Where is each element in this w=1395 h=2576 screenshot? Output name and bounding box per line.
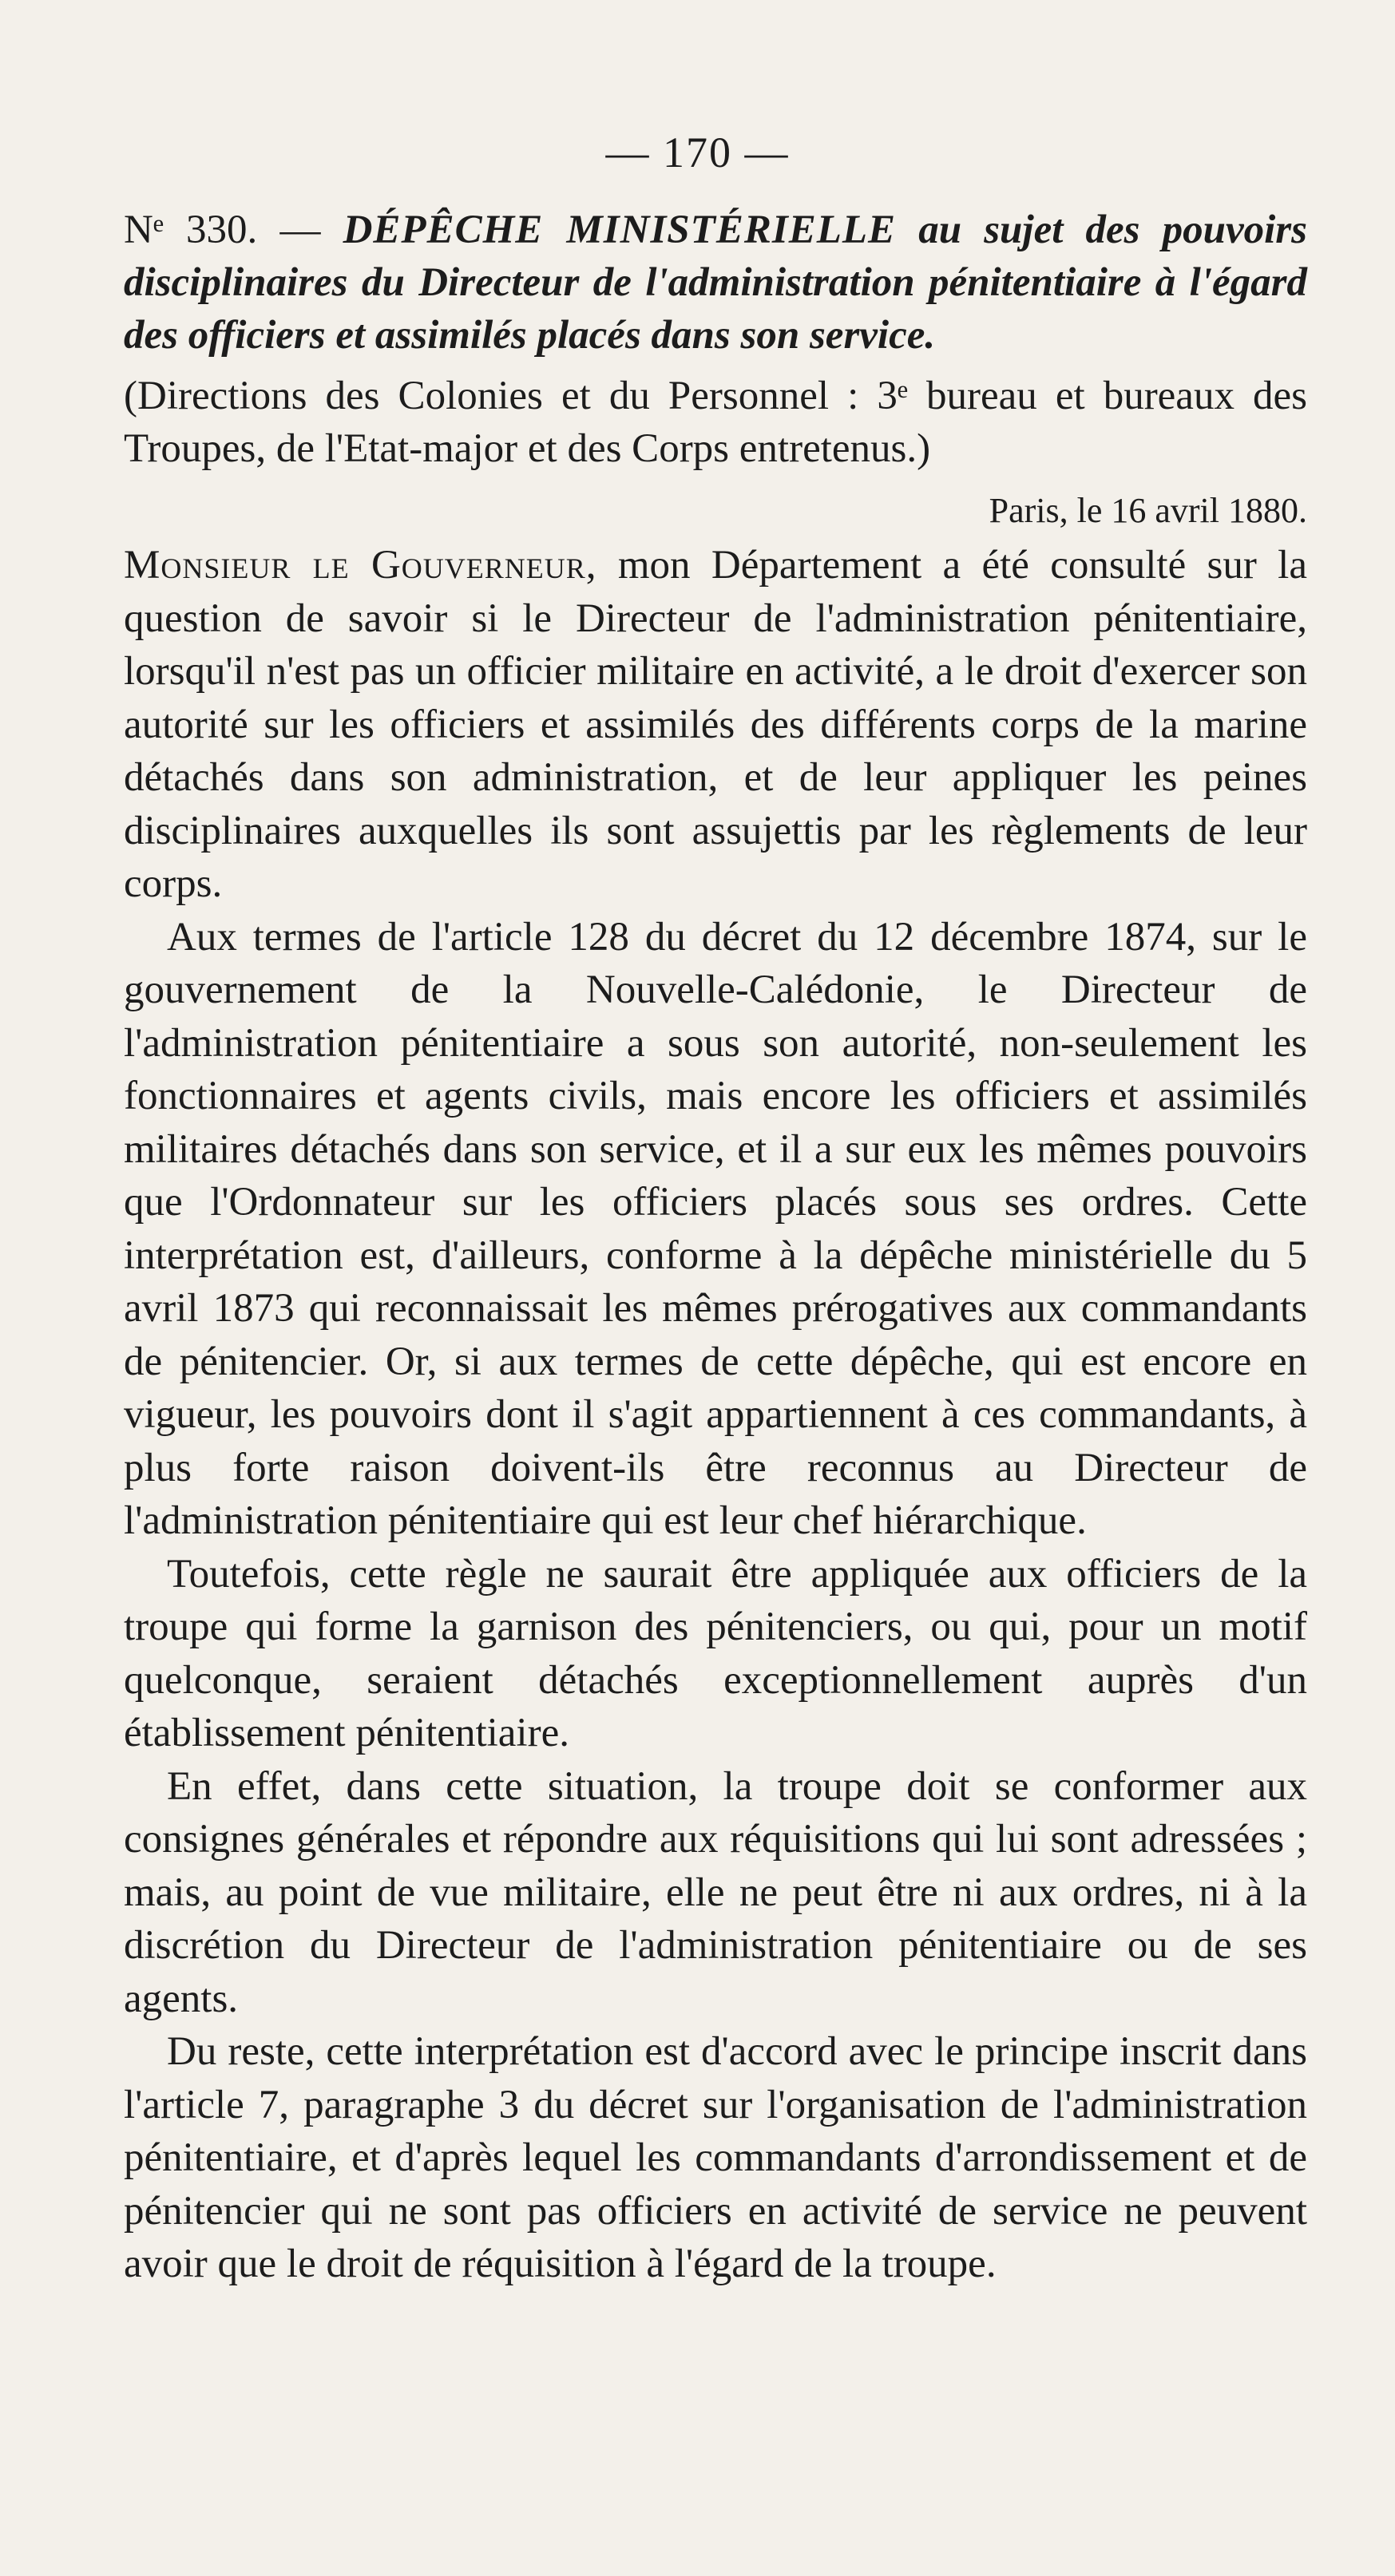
salutation: Monsieur le Gouverneur, (124, 543, 597, 588)
document-heading (124, 204, 1307, 362)
issuing-bureaus: (Directions des Colonies et du Personnel : 3ᵉ bureau et bureaux des Troupes, de l'Etat-major et des Corps entretenus.) (124, 374, 1307, 471)
paragraph-3: Toutefois, cette règle ne saurait être appliquée aux officiers de la troupe qui forme la garnison des pénitenciers, ou qui, pour un motif quelconque, seraient détachés exceptionnellement auprès d'un établissement pénitentiaire. (124, 1551, 1307, 1755)
place-date: Paris, le 16 avril 1880. (989, 491, 1307, 530)
paragraph-4: En effet, dans cette situation, la troupe doit se conformer aux consignes générales et répondre aux réquisitions qui lui sont adressées ; mais, au point de vue militaire, elle ne peut être ni aux ordres, ni à la discrétion du Directeur de l'administration pénitentiaire ou de ses agents. (124, 1763, 1307, 2021)
paragraph-1 (124, 539, 1307, 911)
paragraph-2: Aux termes de l'article 128 du décret du 12 décembre 1874, sur le gouvernement de la Nouvelle-Calédonie, le Directeur de l'administration pénitentiaire a sous son autorité, non-seulement les fonctionnaires et agents civils, mais encore les officiers et assimilés militaires détachés dans son service, et il a sur eux les mêmes pouvoirs que l'Ordonnateur sur les officiers placés sous ses ordres. Cette interprétation est, d'ailleurs, conforme à la dépêche ministérielle du 5 avril 1873 qui reconnaissait les mêmes prérogatives aux commandants de pénitencier. Or, si aux termes de cette dépêche, qui est encore en vigueur, les pouvoirs dont il s'agit appartiennent à ces commandants, à plus forte raison doivent-ils être reconnus au Directeur de l'administration pénitentiaire qui est leur chef hiérarchique. (124, 914, 1307, 1543)
document-subject: au sujet des pouvoirs disciplinaires du Directeur de l'administration pénitentiaire à l'égard des officiers et assimilés placés dans son service. (124, 208, 1308, 358)
page-number: — 170 — (605, 129, 790, 176)
document-body (124, 204, 1307, 2291)
document-type: DÉPÊCHE MINISTÉRIELLE (343, 208, 897, 252)
document-number: Nᵉ 330. (124, 208, 258, 252)
heading-dash: — (279, 208, 321, 252)
paragraph-1-text: mon Département a été consulté sur la question de savoir si le Directeur de l'administration pénitentiaire, lorsqu'il n'est pas un officier militaire en activité, a le droit d'exercer son autorité sur les officiers et assimilés des différents corps de la marine détachés dans son administration, et de leur appliquer les peines disciplinaires auxquelles ils sont assujettis par les règlements de leur corps. (124, 543, 1307, 906)
paragraph-5: Du reste, cette interprétation est d'accord avec le principe inscrit dans l'article 7, paragraphe 3 du décret sur l'organisation de l'administration pénitentiaire, et d'après lequel les commandants d'arrondissement et de pénitencier qui ne sont pas officiers en activité de service ne peuvent avoir que le droit de réquisition à l'égard de la troupe. (124, 2029, 1307, 2286)
